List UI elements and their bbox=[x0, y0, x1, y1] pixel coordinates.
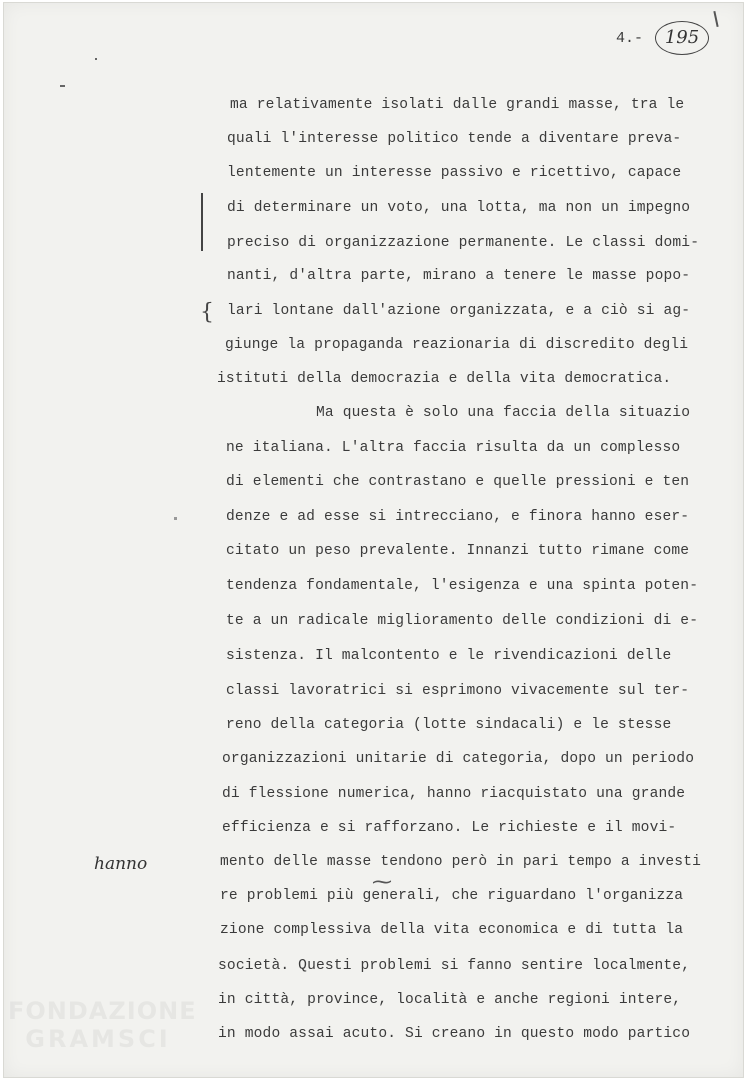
text-line: lentemente un interesse passivo e ricettivo, capace bbox=[227, 165, 682, 181]
watermark-line-1: FONDAZIONE bbox=[8, 997, 197, 1025]
text-line: di flessione numerica, hanno riacquistato una grande bbox=[222, 786, 686, 802]
text-line: te a un radicale miglioramento delle condizioni di e- bbox=[226, 613, 699, 629]
ink-speck bbox=[60, 85, 65, 87]
archive-watermark bbox=[8, 997, 197, 1053]
text-line: efficienza e si rafforzano. Le richieste e il movi- bbox=[222, 820, 677, 836]
text-line: ne italiana. L'altra faccia risulta da un complesso bbox=[226, 440, 681, 456]
text-line: reno della categoria (lotte sindacali) e le stesse bbox=[226, 717, 672, 733]
margin-marking-brace: { bbox=[200, 300, 214, 325]
handwritten-margin-note: hanno bbox=[94, 854, 148, 874]
text-line: di determinare un voto, una lotta, ma non un impegno bbox=[227, 200, 691, 216]
text-line: denze e ad esse si intrecciano, e finora hanno eser- bbox=[226, 509, 690, 525]
text-line: citato un peso prevalente. Innanzi tutto rimane come bbox=[226, 543, 690, 559]
insertion-mark: ⁓ bbox=[372, 869, 392, 893]
text-line: classi lavoratrici si esprimono vivacemente sul ter- bbox=[226, 683, 690, 699]
text-line: di elementi che contrastano e quelle pressioni e ten bbox=[226, 474, 690, 490]
text-line: in città, province, località e anche regioni intere, bbox=[218, 992, 682, 1008]
archive-number-circled: 195 bbox=[655, 21, 709, 55]
margin-marking-bar bbox=[201, 193, 203, 251]
text-line: sistenza. Il malcontento e le rivendicazioni delle bbox=[226, 648, 672, 664]
text-line: nanti, d'altra parte, mirano a tenere le masse popo- bbox=[227, 268, 691, 284]
text-line: quali l'interesse politico tende a diventare preva- bbox=[227, 131, 682, 147]
text-line: mento delle masse tendono però in pari tempo a investi bbox=[220, 854, 702, 870]
pencil-mark bbox=[713, 11, 718, 27]
document-page bbox=[3, 2, 744, 1078]
text-line: re problemi più generali, che riguardano l'organizza bbox=[220, 888, 684, 904]
text-line: lari lontane dall'azione organizzata, e a ciò si ag- bbox=[227, 303, 691, 319]
text-line: preciso di organizzazione permanente. Le classi domi- bbox=[227, 235, 700, 251]
text-line: organizzazioni unitarie di categoria, dopo un periodo bbox=[222, 751, 695, 767]
ink-speck bbox=[174, 517, 177, 520]
text-line: zione complessiva della vita economica e di tutta la bbox=[220, 922, 684, 938]
text-line: giunge la propaganda reazionaria di discredito degli bbox=[225, 337, 689, 353]
text-line: ma relativamente isolati dalle grandi masse, tra le bbox=[230, 97, 685, 113]
ink-speck bbox=[95, 58, 97, 60]
text-line: istituti della democrazia e della vita democratica. bbox=[217, 371, 672, 387]
page-number: 4.- bbox=[616, 30, 644, 47]
text-line: società. Questi problemi si fanno sentire localmente, bbox=[218, 958, 691, 974]
text-line: in modo assai acuto. Si creano in questo modo partico bbox=[218, 1026, 691, 1042]
watermark-line-2: GRAMSCI bbox=[25, 1025, 171, 1053]
text-line: tendenza fondamentale, l'esigenza e una spinta poten- bbox=[226, 578, 699, 594]
text-line: Ma questa è solo una faccia della situazio bbox=[316, 405, 691, 421]
